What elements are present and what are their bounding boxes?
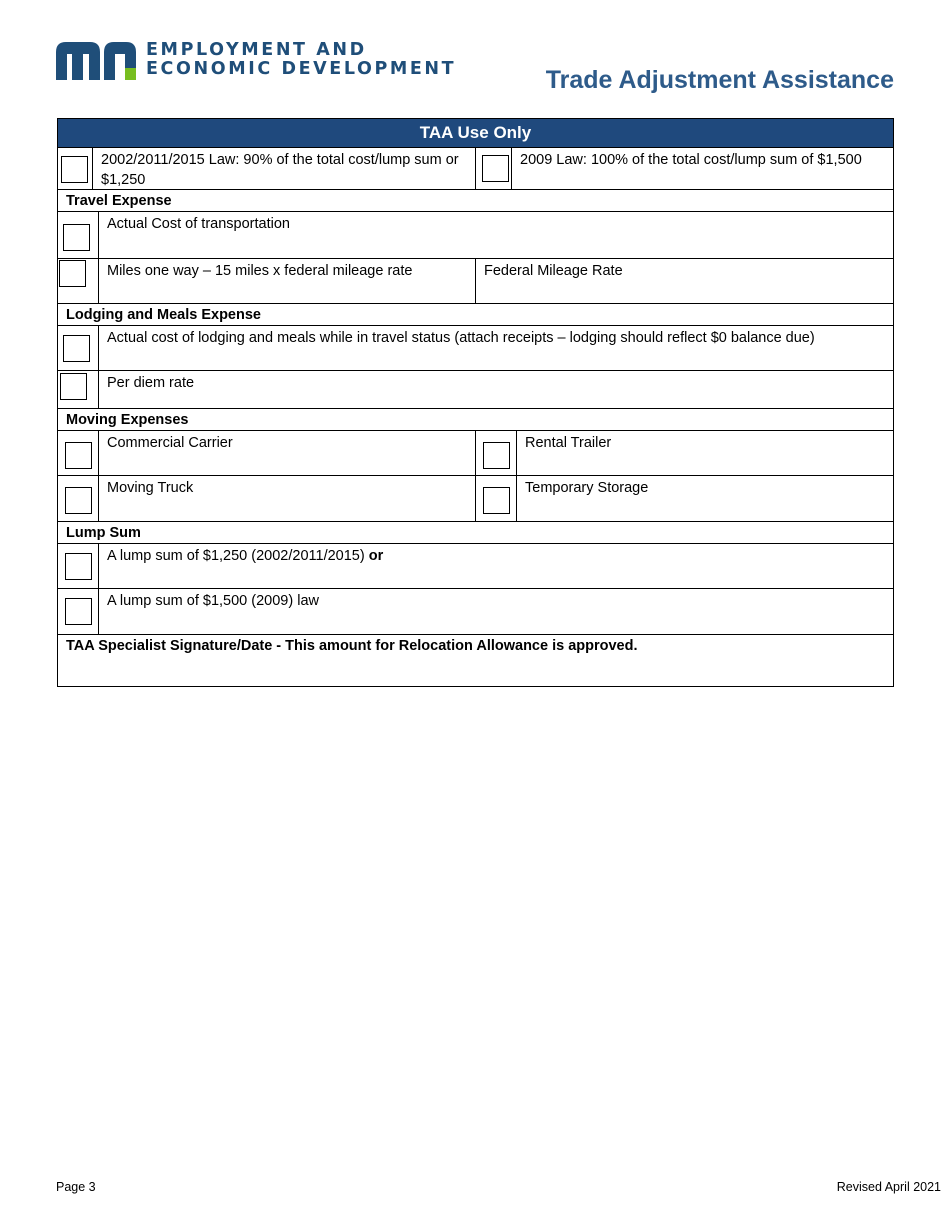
actual-lodging-label: Actual cost of lodging and meals while in travel status (attach receipts – lodging should reflect $0 balance due) [107, 330, 815, 346]
law-2002-checkbox-cell [58, 148, 93, 189]
page-header [0, 0, 950, 110]
temporary-storage-cell [476, 476, 893, 521]
lodging-meals-heading: Lodging and Meals Expense [58, 304, 893, 326]
rental-trailer-cell [476, 431, 893, 475]
actual-transport-label: Actual Cost of transportation [107, 216, 290, 232]
actual-lodging-row [58, 326, 893, 371]
law-2002-label: 2002/2011/2015 Law: 90% of the total cost/lump sum or $1,250 [101, 152, 459, 188]
moving-truck-checkbox-cell [58, 476, 99, 521]
mileage-row [58, 259, 893, 304]
commercial-carrier-cell [58, 431, 476, 475]
mn-logo [56, 42, 136, 80]
law-2009-label: 2009 Law: 100% of the total cost/lump sum of $1,500 [520, 152, 862, 168]
rental-trailer-label: Rental Trailer [525, 435, 612, 451]
actual-transport-row [58, 212, 893, 259]
per-diem-checkbox[interactable] [60, 373, 87, 400]
lump-sum-heading: Lump Sum [58, 522, 893, 544]
lump-sum-1250-checkbox-cell [58, 544, 99, 588]
lump-sum-1250-text: A lump sum of $1,250 (2002/2011/2015) [107, 548, 365, 564]
page-number: Page 3 [56, 1180, 96, 1194]
organization-name [146, 41, 456, 79]
miles-label: Miles one way – 15 miles x federal mileage rate [107, 263, 413, 279]
temporary-storage-checkbox-cell [476, 476, 517, 521]
miles-cell [58, 259, 476, 303]
taa-use-only-banner: TAA Use Only [58, 119, 893, 148]
commercial-carrier-checkbox-cell [58, 431, 99, 475]
actual-transport-checkbox-cell [58, 212, 99, 258]
per-diem-checkbox-cell [58, 371, 99, 408]
lump-sum-1250-label [99, 544, 893, 588]
temporary-storage-label: Temporary Storage [525, 480, 649, 496]
per-diem-label: Per diem rate [107, 375, 195, 391]
law-2009-checkbox-cell [476, 148, 512, 189]
moving-truck-label: Moving Truck [107, 480, 194, 496]
lump-sum-or-text: or [368, 548, 384, 564]
organization-line-1: EMPLOYMENT AND [146, 40, 367, 60]
lump-sum-1250-row [58, 544, 893, 589]
law-2002-checkbox[interactable] [61, 156, 88, 183]
per-diem-row [58, 371, 893, 409]
moving-truck-cell [58, 476, 476, 521]
moving-row-1 [58, 431, 893, 476]
moving-row-2 [58, 476, 893, 522]
moving-truck-checkbox[interactable] [65, 487, 92, 514]
miles-checkbox-cell [58, 259, 99, 303]
organization-line-2: ECONOMIC DEVELOPMENT [146, 59, 457, 79]
commercial-carrier-label: Commercial Carrier [107, 435, 233, 451]
taa-form-table [57, 118, 894, 687]
miles-checkbox[interactable] [59, 260, 86, 287]
page-title: Trade Adjustment Assistance [545, 66, 894, 94]
commercial-carrier-checkbox[interactable] [65, 442, 92, 469]
federal-mileage-rate-label: Federal Mileage Rate [484, 263, 623, 279]
rental-trailer-checkbox[interactable] [483, 442, 510, 469]
temporary-storage-checkbox[interactable] [483, 487, 510, 514]
law-row [58, 148, 893, 190]
lump-sum-1500-checkbox-cell [58, 589, 99, 634]
rental-trailer-checkbox-cell [476, 431, 517, 475]
specialist-signature-field[interactable]: TAA Specialist Signature/Date - This amount for Relocation Allowance is approved. [66, 638, 638, 654]
lump-sum-1500-label: A lump sum of $1,500 (2009) law [107, 593, 319, 609]
actual-transport-checkbox[interactable] [63, 224, 90, 251]
law-2002-cell [58, 148, 476, 189]
lump-sum-1250-checkbox[interactable] [65, 553, 92, 580]
actual-lodging-checkbox-cell [58, 326, 99, 370]
lump-sum-1500-row [58, 589, 893, 635]
law-2009-checkbox[interactable] [482, 155, 509, 182]
travel-expense-heading: Travel Expense [58, 190, 893, 212]
actual-lodging-checkbox[interactable] [63, 335, 90, 362]
moving-expenses-heading: Moving Expenses [58, 409, 893, 431]
revision-date: Revised April 2021 [836, 1180, 941, 1194]
lump-sum-1500-checkbox[interactable] [65, 598, 92, 625]
law-2009-cell [476, 148, 893, 189]
